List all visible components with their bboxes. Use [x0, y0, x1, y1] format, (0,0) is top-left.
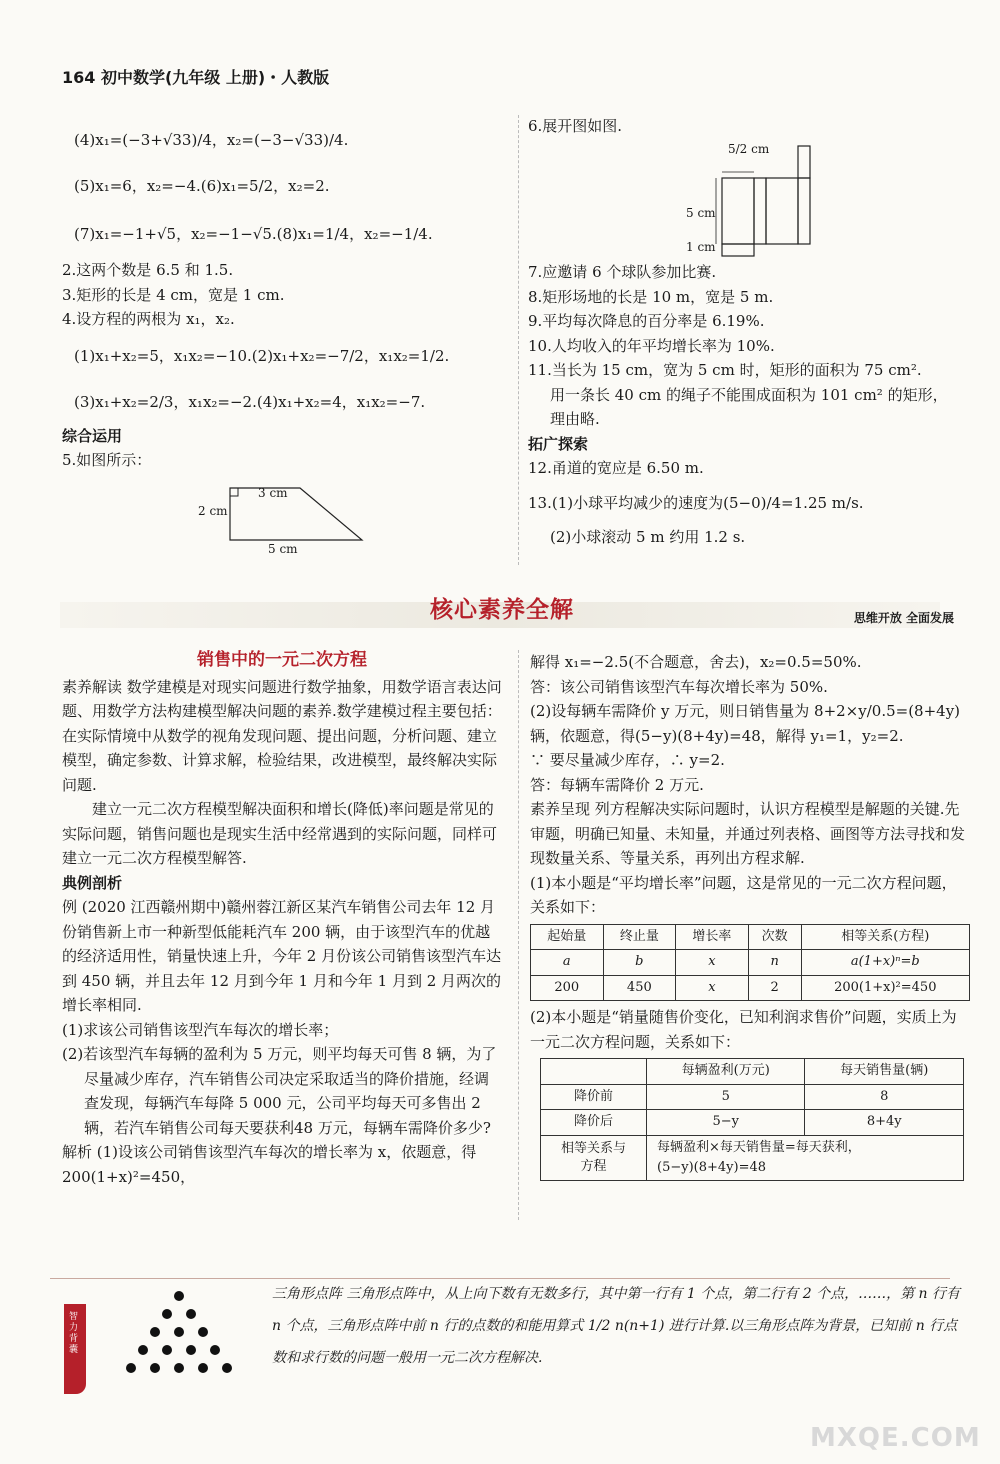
table-row [531, 924, 970, 950]
table-intro-2: (2)本小题是“销量随售价变化，已知利润求售价”问题，实质上为一元二次方程问题，关系如下： [530, 1008, 957, 1051]
left-top-answers [62, 118, 512, 473]
table-cell: 5 [647, 1084, 805, 1110]
triangle-dot-array [114, 1288, 244, 1380]
answer-4-2: (3)x₁+x₂=2/3，x₁x₂=−2.(4)x₁+x₂=4，x₁x₂=−7. [74, 392, 426, 411]
table-row [531, 950, 970, 976]
table-cell: a(1+x)ⁿ=b [801, 950, 969, 976]
column-divider [518, 115, 519, 565]
right-bottom-content [530, 650, 970, 1181]
table-cell: 相等关系与方程 [541, 1135, 647, 1180]
table-cell: b [603, 950, 676, 976]
table-cell [541, 1059, 647, 1085]
fig-label-left: 2 cm [198, 504, 228, 518]
answer-8: 8.矩形场地的长是 10 m，宽是 5 m. [528, 287, 774, 306]
table-cell: 5−y [647, 1110, 805, 1136]
net-label-bottom: 1 cm [686, 240, 716, 254]
answer-3: 3.矩形的长是 4 cm，宽是 1 cm. [62, 285, 285, 304]
table-cell: x [676, 950, 749, 976]
table-cell: 相等关系(方程) [801, 924, 969, 950]
right-top-answers [528, 260, 968, 549]
answer-9: 9.平均每次降息的百分率是 6.19%. [528, 312, 765, 330]
table-cell: n [748, 950, 801, 976]
question-2: (2)若该型汽车每辆的盈利为 5 万元，则平均每天可售 8 辆，为了尽量减少库存，汽车销售公司决定采取适当的降价措施，经调查发现，每辆汽车每降 5 000 元，公司平均每天可多售出 2 辆，若汽车销售公司每天要获利48 万元，每辆车需降价多少? [62, 1045, 497, 1137]
example-problem: 例 (2020 江西赣州期中)赣州蓉江新区某汽车销售公司去年 12 月份销售新上市一种新型低能耗汽车 200 辆，由于该型汽车的优越的经济适用性，销量快速上升，今年 2 月份该公司销售该型汽车达到 450 辆，并且去年 12 月到今年 1 月和今年 1 月到 2 月两次的增长率相同. [62, 898, 502, 1014]
table-cell: 8 [805, 1084, 964, 1110]
answer-10: 10.人均收入的年平均增长率为 10%. [528, 336, 775, 355]
answer-4: 4.设方程的两根为 x₁，x₂. [62, 310, 235, 328]
solution-line: 答：每辆车需降价 2 万元. [530, 775, 704, 794]
table-cell: 200 [531, 975, 604, 1001]
answer-6: 6.展开图如图. [528, 117, 623, 135]
table-row [541, 1059, 964, 1085]
answer-line: (5)x₁=6，x₂=−4.(6)x₁=5/2，x₂=2. [74, 177, 330, 195]
table-cell: 次数 [748, 924, 801, 950]
table-cell: 增长率 [676, 924, 749, 950]
table-cell: 200(1+x)²=450 [801, 975, 969, 1001]
section-title: 典例剖析 [62, 873, 123, 892]
answer-12: 12.甬道的宽应是 6.50 m. [528, 459, 704, 477]
answer-11: 11.当长为 15 cm，宽为 5 cm 时，矩形的面积为 75 cm². [528, 361, 922, 379]
table-cell: 降价后 [541, 1110, 647, 1136]
table-row [531, 975, 970, 1001]
table-row [541, 1084, 964, 1110]
answer-11b: 用一条长 40 cm 的绳子不能围成面积为 101 cm² 的矩形， [550, 385, 948, 404]
tip-tag-label: 智力背囊 [69, 1312, 79, 1355]
table-cell: 每天销售量(辆) [805, 1059, 964, 1085]
section-title: 拓广探索 [528, 434, 589, 453]
table-cell: 8+4y [805, 1110, 964, 1136]
table-cell [647, 1135, 964, 1180]
banner-subtitle: 思维开放 全面发展 [853, 611, 954, 625]
answer-5: 5.如图所示： [62, 451, 152, 469]
left-bottom-content [62, 648, 502, 1189]
table-cell: a [531, 950, 604, 976]
table-cell: 450 [603, 975, 676, 1001]
answer-11c: 理由略. [550, 410, 600, 428]
topic-title: 销售中的一元二次方程 [197, 650, 367, 670]
growth-rate-table [530, 924, 970, 1002]
table-cell: 起始量 [531, 924, 604, 950]
column-divider [518, 650, 519, 1220]
fig-label-top: 3 cm [258, 486, 288, 500]
paragraph: 素养解读 数学建模是对现实问题进行数学抽象，用数学语言表达问题、用数学方法构建模型解决问题的素养.数学建模过程主要包括：在实际情境中从数学的视角发现问题、提出问题，分析问题、建立模型，确定参数、计算求解，检验结果，改进模型，最终解决实际问题. [62, 677, 502, 794]
answer-2: 2.这两个数是 6.5 和 1.5. [62, 261, 234, 279]
answer-line: (7)x₁=−1+√5，x₂=−1−√5.(8)x₁=1/4，x₂=−1/4. [74, 225, 433, 243]
solution-line: 解得 x₁=−2.5(不合题意，舍去)，x₂=0.5=50%. [530, 653, 862, 671]
box-net-figure [700, 140, 840, 260]
table-cell: 2 [748, 975, 801, 1001]
answer-7: 7.应邀请 6 个球队参加比赛. [528, 263, 717, 281]
solution-line: ∵ 要尽量减少库存，∴ y=2. [530, 751, 725, 769]
profit-table [540, 1058, 964, 1181]
section-title: 综合运用 [62, 426, 123, 445]
watermark: MXQE.COM [810, 1423, 981, 1453]
section-banner [0, 592, 1000, 638]
table-cell: 每辆盈利(万元) [647, 1059, 805, 1085]
answer-line: (4)x₁=(−3+√33)/4，x₂=(−3−√33)/4. [74, 131, 349, 149]
page-header: 164 初中数学(九年级 上册)・人教版 [62, 68, 330, 87]
tip-box [50, 1270, 960, 1380]
table-cell: 终止量 [603, 924, 676, 950]
net-label-top: 5/2 cm [728, 142, 770, 156]
answer-13b: (2)小球滚动 5 m 约用 1.2 s. [550, 527, 746, 546]
equation-text: (5−y)(8+4y)=48 [657, 1159, 767, 1175]
table-cell: x [676, 975, 749, 1001]
relation-text: 每辆盈利×每天销售量=每天获利， [657, 1139, 861, 1155]
answer-4-1: (1)x₁+x₂=5，x₁x₂=−10.(2)x₁+x₂=−7/2，x₁x₂=1/2. [74, 346, 450, 365]
banner-title: 核心素养全解 [430, 597, 574, 623]
table-cell: 降价前 [541, 1084, 647, 1110]
table-row [541, 1110, 964, 1136]
tip-tag [64, 1304, 86, 1394]
net-label-mid: 5 cm [686, 206, 716, 220]
solution: 解析 (1)设该公司销售该型汽车每次的增长率为 x，依题意，得 200(1+x)²=450， [62, 1143, 477, 1186]
solution-line: 答：该公司销售该型汽车每次增长率为 50%. [530, 677, 828, 696]
answer-13: 13.(1)小球平均减少的速度为(5−0)/4=1.25 m/s. [528, 493, 864, 512]
table-row [541, 1135, 964, 1180]
paragraph: 建立一元二次方程模型解决面积和增长(降低)率问题是常见的实际问题，销售问题也是现实生活中经常遇到的实际问题，同样可建立一元二次方程模型解答. [62, 800, 498, 867]
tip-text: 三角形点阵 三角形点阵中，从上向下数有无数多行，其中第一行有 1 个点，第二行有 2 个点，……，第 n 行有 n 个点，三角形点阵中前 n 行的点数的和能用算式 1/2 n(n+1) 进行计算.以三角形点阵为背景，已知前 n 行点数和求行数的问题一般用一元二次方程解决. [272, 1286, 960, 1366]
literacy-presentation: 素养呈现 列方程解决实际问题时，认识方程模型是解题的关键.先审题，明确已知量、未知量，并通过列表格、画图等方法寻找和发现数量关系、等量关系，再列出方程求解. [530, 800, 966, 867]
fig-label-bottom: 5 cm [268, 542, 298, 556]
solution-part-2: (2)设每辆车需降价 y 万元，则日销售量为 8+2×y/0.5=(8+4y)辆，依题意，得(5−y)(8+4y)=48，解得 y₁=1，y₂=2. [530, 702, 961, 745]
table-intro-1: (1)本小题是“平均增长率”问题，这是常见的一元二次方程问题，关系如下： [530, 873, 957, 916]
question-1: (1)求该公司销售该型汽车每次的增长率； [62, 1020, 339, 1039]
